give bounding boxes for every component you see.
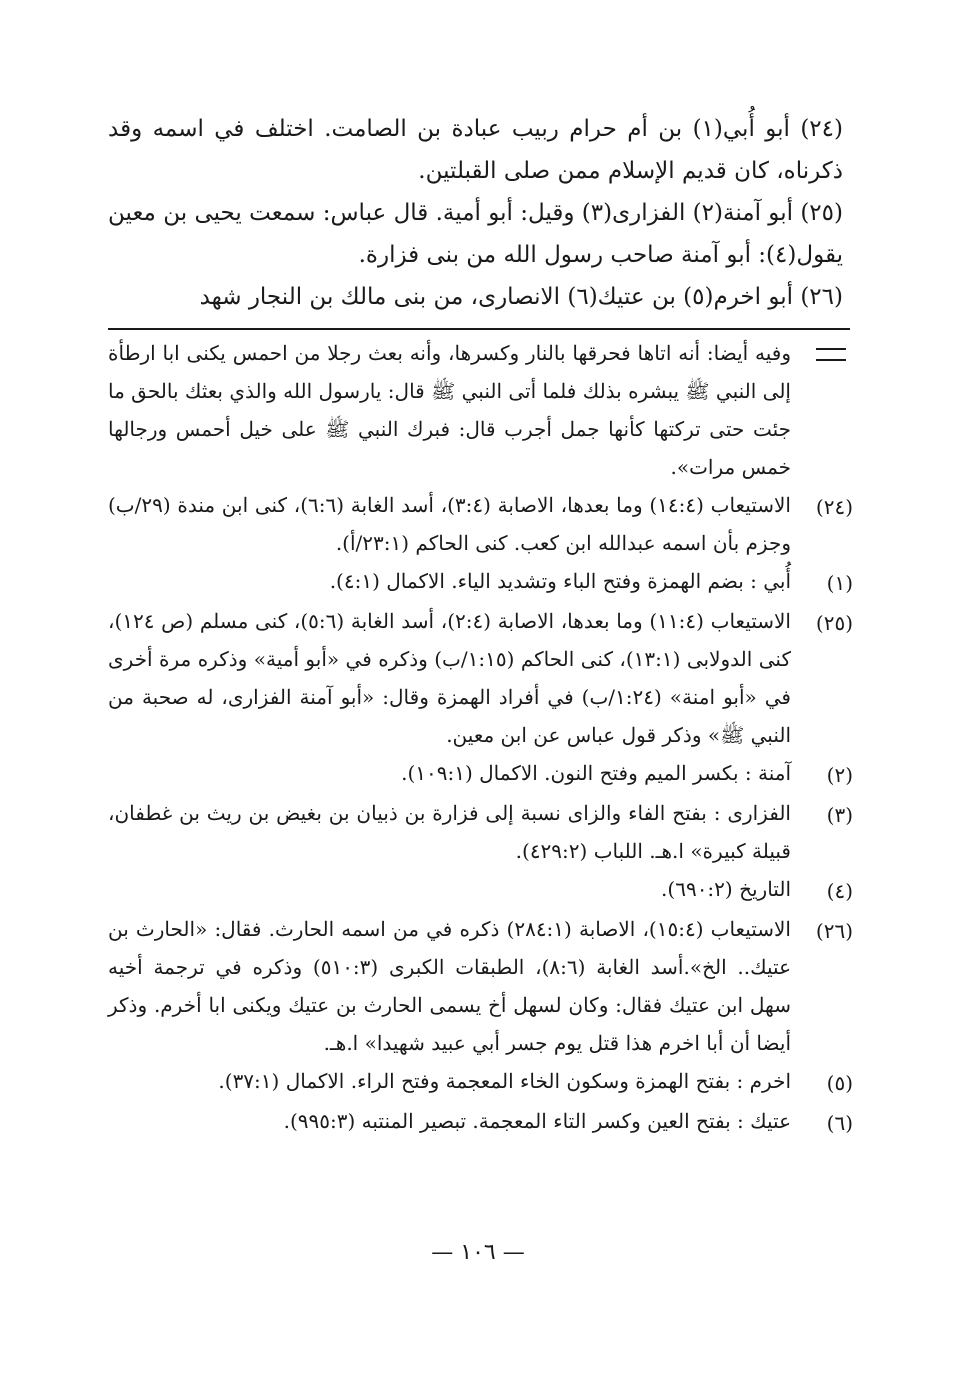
footnote-continuation [108,334,853,486]
footnote-2 [108,754,853,794]
entry-25: (٢٥) أبو آمنة(٢) الفزارى(٣) وقيل: أبو أمية. قال عباس: سمعت يحيى بن معين يقول(٤): أبو آمنة صاحب رسول الله من بنى فزارة. [108,200,843,268]
page-number: — ١٠٦ — [431,1240,525,1265]
footnote-text: الاستيعاب (١٥:٤)، الاصابة (٢٨٤:١) ذكره في من اسمه الحارث. فقال: «الحارث بن عتيك.. الخ».أسد الغابة (٨:٦)، الطبقات الكبرى (٥١٠:٣) وذكره في ترجمة أخيه سهل ابن عتيك فقال: وكان لسهل أخ يسمى الحارث بن عتيك ويكنى ابا أخرم. وذكر أيضا أن أبا اخرم هذا قتل يوم جسر أبي عبيد شهيدا» ا.هـ. [108,917,791,1055]
footnote-number: (٦) [826,1111,853,1135]
footnote-number: (٢٥) [815,611,853,635]
footnotes [108,334,853,1142]
footnote-number: (٢٦) [815,919,853,943]
footnote-text: الاستيعاب (١٤:٤) وما بعدها، الاصابة (٣:٤)، أسد الغابة (٦:٦)، كنى ابن مندة (٢٩/ب) وجزم بأن اسمه عبدالله ابن كعب. كنى الحاكم (٢٣:١/أ). [108,493,791,555]
main-text [108,108,843,318]
footnote-5 [108,1062,853,1102]
footnote-3 [108,794,853,870]
footnote-1 [108,562,853,602]
footnote-25 [108,602,853,754]
footnote-number: (٢) [826,763,853,787]
footnote-26 [108,910,853,1062]
footnote-text: الفزارى : بفتح الفاء والزاى نسبة إلى فزارة بن ذبيان بن بغيض بن ريث بن غطفان، قبيلة كبيرة» ا.هـ. اللباب (٤٢٩:٢). [108,801,791,863]
footnote-24 [108,486,853,562]
footnote-continuation-text: وفيه أيضا: أنه اتاها فحرقها بالنار وكسرها، وأنه بعث رجلا من احمس يكنى ابا ارطأة إلى النبي ﷺ يبشره بذلك فلما أتى النبي ﷺ قال: يارسول الله والذي بعثك بالحق ما جئت حتى تركتها كأنها جمل أجرب قال: فبرك النبي ﷺ على خيل أحمس ورجالها خمس مرات». [108,341,791,479]
entry-26: (٢٦) أبو اخرم(٥) بن عتيك(٦) الانصارى، من بنى مالك بن النجار شهد [199,284,843,310]
footnote-number: (١) [826,571,853,595]
footnote-text: آمنة : بكسر الميم وفتح النون. الاكمال (١٠٩:١). [401,761,791,785]
footnote-number: (٥) [826,1071,853,1095]
footnote-4 [108,870,853,910]
footnote-number: (٢٤) [815,495,853,519]
footnote-6 [108,1102,853,1142]
footnote-number: (٣) [826,803,853,827]
footnote-text: عتيك : بفتح العين وكسر التاء المعجمة. تبصير المنتبه (٩٩٥:٣). [283,1109,791,1133]
footnote-text: التاريخ (٦٩٠:٢). [661,877,791,901]
entry-24: (٢٤) أبو أُبي(١) بن أم حرام ربيب عبادة بن الصامت. اختلف في اسمه وقد ذكرناه، كان قديم الإسلام ممن صلى القبلتين. [108,116,843,184]
footnote-text: اخرم : بفتح الهمزة وسكون الخاء المعجمة وفتح الراء. الاكمال (٣٧:١). [218,1069,791,1093]
footnote-number: (٤) [826,879,853,903]
footnote-text: الاستيعاب (١١:٤) وما بعدها، الاصابة (٢:٤)، أسد الغابة (٥:٦)، كنى مسلم (ص ١٢٤)، كنى الدولابى (١٣:١)، كنى الحاكم (١:١٥/ب) وذكره في «أبو أمية» وذكره مرة أخرى في «أبو امنة» (١:٢٤/ب) في أفراد الهمزة وقال: «أبو آمنة الفزارى، له صحبة من النبي ﷺ» وذكر قول عباس عن ابن معين. [108,609,791,747]
footnote-text: أُبي : بضم الهمزة وفتح الباء وتشديد الياء. الاكمال (٤:١). [329,569,791,593]
footnote-separator [108,328,850,330]
